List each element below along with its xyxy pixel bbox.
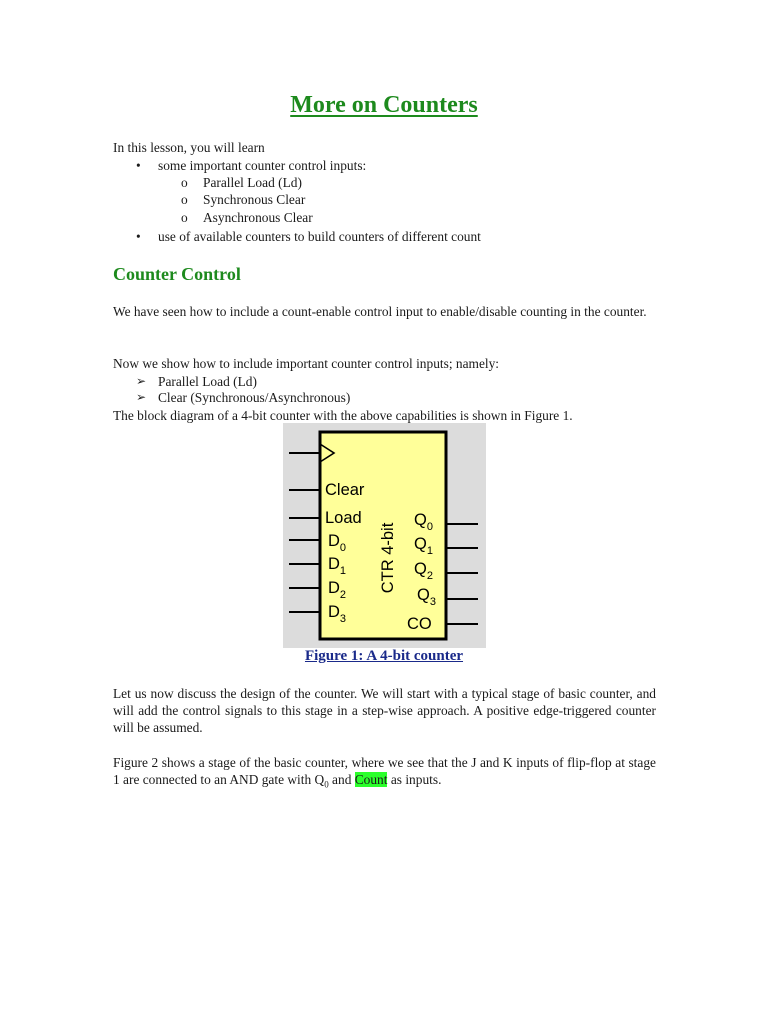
arrow-bullet-icon: ➢ (136, 390, 147, 404)
figure-caption: Figure 1: A 4-bit counter (304, 648, 464, 664)
list-item: use of available counters to build counters of different count (158, 229, 481, 244)
page-title: More on Counters (290, 92, 478, 118)
q1-label: $Q_1$ (414, 535, 433, 557)
clear-label: Clear (325, 481, 365, 499)
load-label: Load (325, 509, 362, 527)
paragraph: Let us now discuss the design of the counter. We will start with a typical stage of basic counter, and will add the control signals to this stage in a step-wise approach. A positive edge-triggered counter will be assumed. (113, 686, 656, 735)
sub-bullet-glyph: o (181, 192, 188, 207)
sub-bullet-glyph: o (181, 175, 188, 190)
paragraph: We have seen how to include a count-enable control input to enable/disable counting in the counter. (113, 304, 647, 319)
bullet-glyph: • (136, 158, 141, 173)
list-item: Clear (Synchronous/Asynchronous) (158, 390, 351, 405)
block-label: CTR 4-bit (379, 522, 397, 594)
d0-label: $D_0$ (328, 532, 347, 554)
intro-lead: In this lesson, you will learn (113, 140, 265, 155)
sub-list-item: Parallel Load (Ld) (203, 175, 302, 190)
q2-label: $Q_2$ (414, 560, 433, 582)
sub-list-item: Asynchronous Clear (203, 210, 313, 225)
count-highlight: Count (354, 772, 388, 787)
d3-label: $D_3$ (328, 603, 347, 625)
list-item: some important counter control inputs: (158, 158, 367, 173)
sub-bullet-glyph: o (181, 210, 188, 225)
arrow-bullet-icon: ➢ (136, 374, 147, 388)
q0-label: $Q_0$ (414, 511, 433, 533)
sub-list-item: Synchronous Clear (203, 192, 306, 207)
counter-block-diagram (283, 423, 486, 648)
paragraph: Figure 2 shows a stage of the basic counter, where we see that the J and K inputs of flip-flop at stage 1 are connected to an AND gate with $Q_0$ and Count as inputs. (113, 755, 656, 790)
list-item: Parallel Load (Ld) (158, 374, 257, 389)
section-heading: Counter Control (113, 264, 241, 284)
bullet-glyph: • (136, 229, 141, 244)
paragraph: The block diagram of a 4-bit counter with the above capabilities is shown in Figure 1. (113, 408, 573, 423)
d2-label: $D_2$ (328, 579, 347, 601)
paragraph: Now we show how to include important counter control inputs; namely: (113, 356, 500, 371)
d1-label: $D_1$ (328, 555, 347, 577)
q3-label: $Q_3$ (417, 586, 436, 608)
co-label: CO (407, 615, 432, 633)
